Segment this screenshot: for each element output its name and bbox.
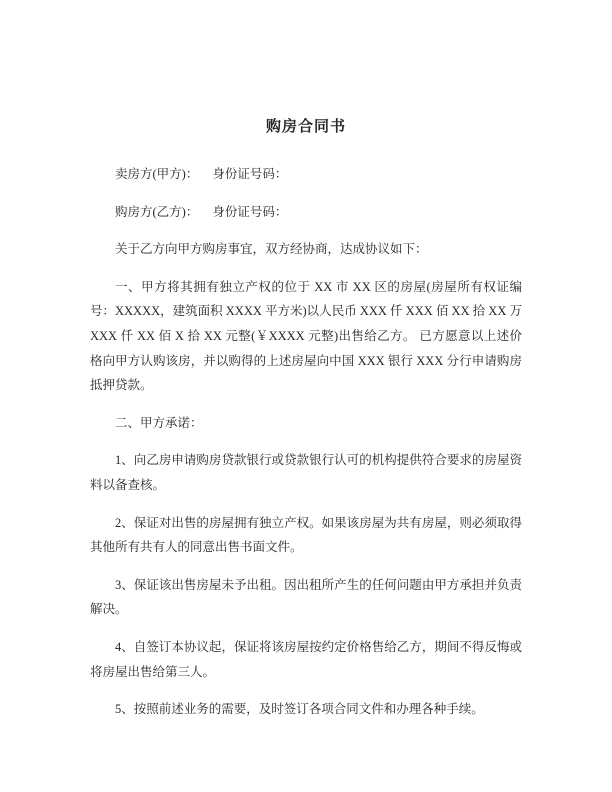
document-title: 购房合同书 [265, 119, 346, 135]
intro-paragraph: 关于乙方向甲方购房事宜，双方经协商，达成协议如下： [115, 242, 428, 257]
promise-item-5: 5、按照前述业务的需要，及时签订各项合同文件和办理各种手续。 [115, 702, 484, 717]
clause-1-sale-terms: 一、甲方将其拥有独立产权的位于 XX 市 XX 区的房屋(房屋所有权证编号：XXXXX，建筑面积 XXXX 平方米)以人民币 XXX 仟 XXX 佰 XX 拾 XX 万 XXX 仟 XX 佰 X 拾 XX 元整(￥XXXX 元整)出售给乙方。 已方愿意以上述价格向甲方认购该房，并以购得的上述房屋向中国 XXX 银行 XXX 分行申请购房抵押贷款。 [90, 279, 522, 393]
promise-item-3: 3、保证该出售房屋未予出租。因出租所产生的任何问题由甲方承担并负责解决。 [90, 577, 522, 617]
seller-party-line [90, 162, 522, 187]
promise-item-4: 4、自签订本协议起，保证将该房屋按约定价格售给乙方，期间不得反悔或将房屋出售给第三人。 [90, 639, 522, 679]
clause-2-heading-seller-promises: 二、甲方承诺： [115, 415, 203, 430]
buyer-role-label: 购房方(乙方)： [115, 204, 199, 219]
buyer-party-line [90, 200, 522, 225]
seller-role-label: 卖房方(甲方)： [115, 167, 199, 181]
buyer-id-label: 身份证号码： [212, 204, 288, 219]
seller-id-label: 身份证号码： [212, 167, 288, 181]
promise-item-2: 2、保证对出售的房屋拥有独立产权。如果该房屋为共有房屋，则必须取得其他所有共有人的同意出售书面文件。 [90, 515, 522, 555]
promise-item-1: 1、向乙房申请购房贷款银行或贷款银行认可的机构提供符合要求的房屋资料以备查核。 [90, 453, 522, 492]
